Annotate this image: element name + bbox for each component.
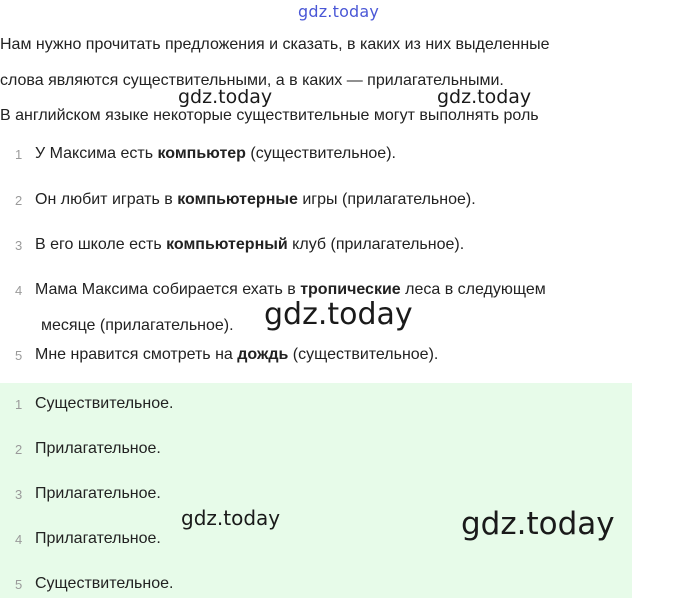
highlighted-word: компьютерные [177, 191, 298, 208]
intro-line-1: Нам нужно прочитать предложения и сказать, в каких из них выделенные [0, 36, 550, 53]
answer-item-5 [0, 575, 632, 605]
task-number: 5 [15, 348, 23, 363]
task-number: 4 [15, 283, 23, 298]
answer-number: 1 [15, 397, 23, 412]
answer-item-2 [0, 440, 632, 485]
answer-number: 2 [15, 442, 23, 457]
task-text: Он любит играть в компьютерные игры (прилагательное). [35, 191, 476, 208]
watermark: gdz.today [461, 506, 615, 542]
task-text-continuation: месяце (прилагательное). [41, 317, 234, 334]
answer-list [0, 391, 632, 601]
task-item-5 [0, 346, 640, 386]
highlighted-word: компьютерный [166, 236, 288, 253]
answer-text: Прилагательное. [35, 530, 161, 547]
intro-line-3: В английском языке некоторые существительные могут выполнять роль [0, 107, 539, 124]
task-item-3 [0, 236, 640, 276]
highlighted-word: тропические [300, 281, 401, 298]
watermark: gdz.today [181, 506, 281, 530]
answer-text: Существительное. [35, 395, 174, 412]
watermark: gdz.today [178, 86, 273, 108]
watermark-top: gdz.today [298, 2, 380, 21]
watermark: gdz.today [437, 86, 532, 108]
task-list [0, 141, 640, 377]
highlighted-word: дождь [237, 346, 289, 363]
task-number: 1 [15, 147, 23, 162]
task-text: Мне нравится смотреть на дождь (существительное). [35, 346, 439, 363]
answer-text: Прилагательное. [35, 440, 161, 457]
task-text: У Максима есть компьютер (существительное). [35, 145, 396, 162]
answer-text: Прилагательное. [35, 485, 161, 502]
highlighted-word: компьютер [157, 145, 246, 162]
intro-line-2: слова являются существительными, а в каких — прилагательными. [0, 72, 504, 89]
task-text: В его школе есть компьютерный клуб (прилагательное). [35, 236, 465, 253]
watermark: gdz.today [264, 297, 413, 332]
answer-item-1 [0, 395, 632, 440]
answer-number: 5 [15, 577, 23, 592]
answer-number: 3 [15, 487, 23, 502]
answer-number: 4 [15, 532, 23, 547]
answer-text: Существительное. [35, 575, 174, 592]
task-item-2 [0, 191, 640, 231]
task-text: Мама Максима собирается ехать в тропические леса в следующем [35, 281, 546, 298]
task-number: 2 [15, 193, 23, 208]
task-number: 3 [15, 238, 23, 253]
task-item-1 [0, 145, 640, 185]
